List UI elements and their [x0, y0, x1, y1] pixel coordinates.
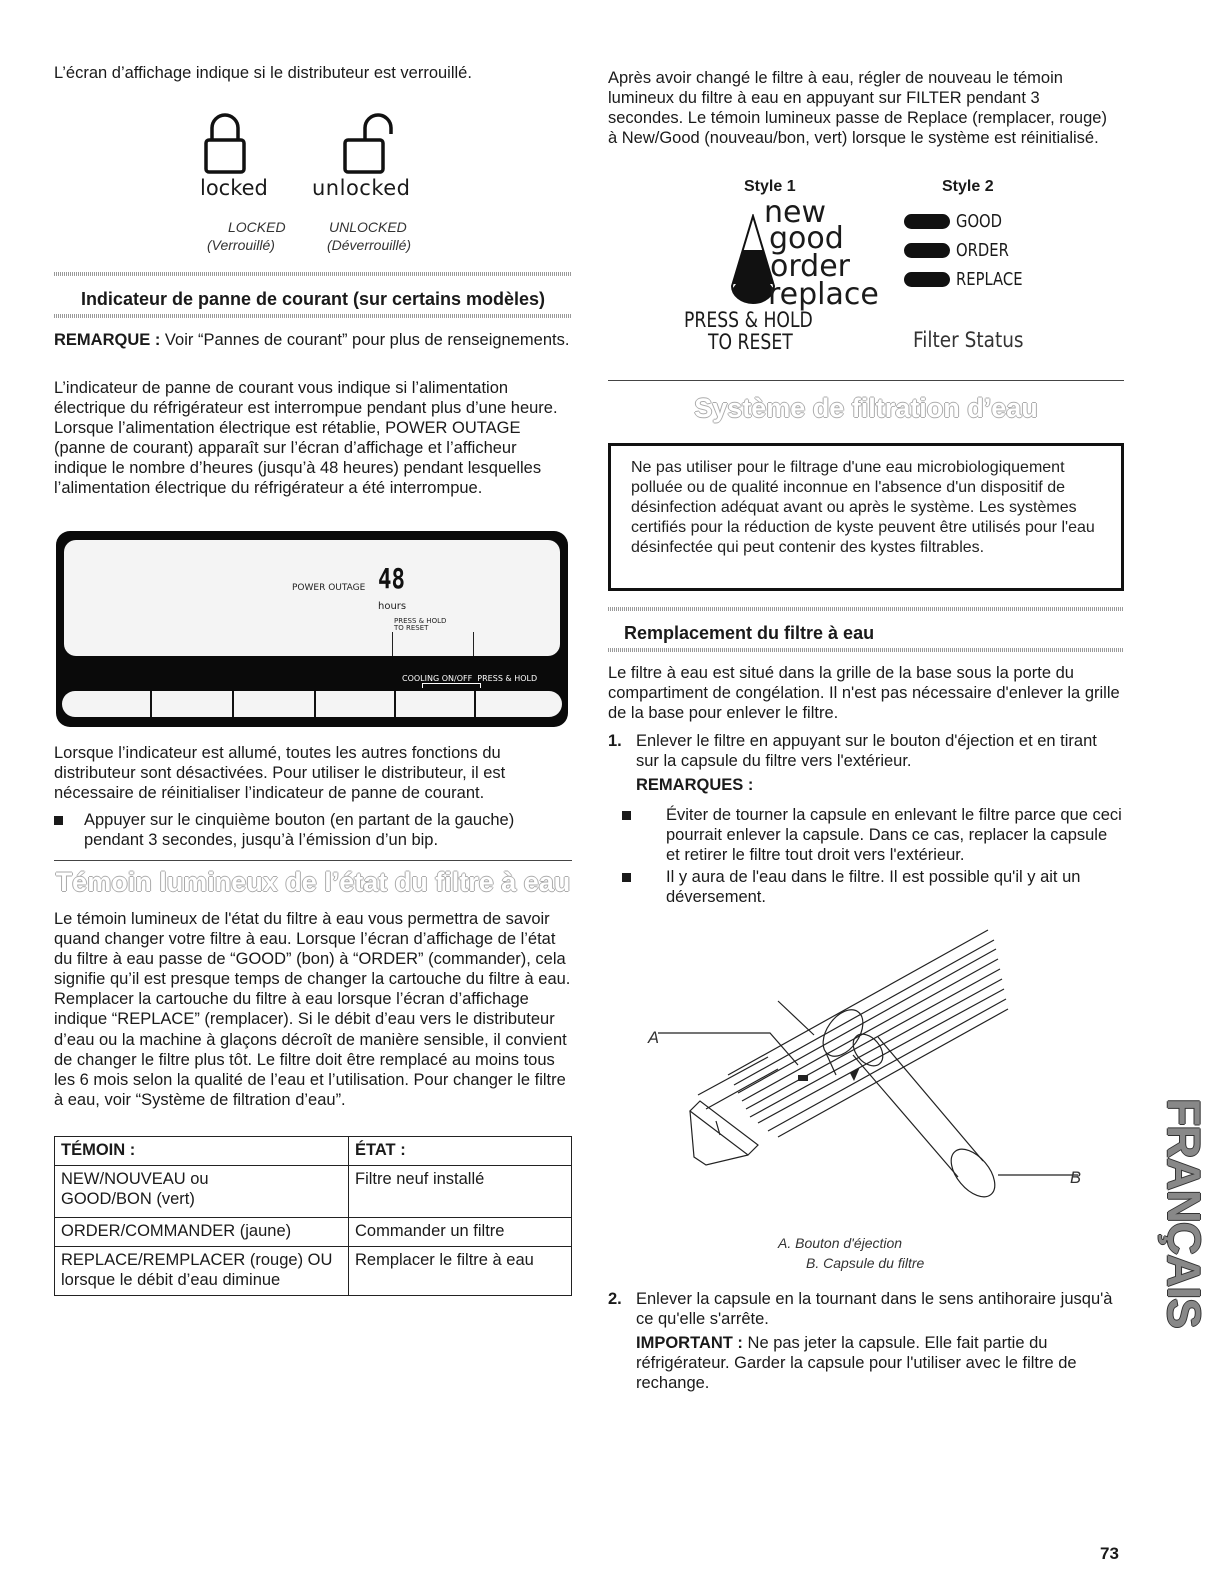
- style1-replace: replace: [768, 277, 879, 312]
- style1-to-reset: TO RESET: [708, 330, 793, 354]
- display-to-reset: TO RESET: [394, 624, 429, 632]
- filter-status-caption: Filter Status: [913, 328, 1024, 352]
- locked-caption-fr: (Verrouillé): [207, 237, 275, 253]
- style2-order: ORDER: [956, 240, 1009, 261]
- language-tab-text: FRANÇAIS: [1158, 1098, 1210, 1328]
- table-cell: NEW/NOUVEAU ou GOOD/BON (vert): [55, 1166, 349, 1218]
- notes-label: REMARQUES :: [636, 776, 754, 794]
- tick: [473, 632, 474, 656]
- warning-box: [608, 443, 1124, 591]
- tick: [422, 683, 480, 684]
- page-number: 73: [1100, 1544, 1119, 1563]
- note-label: REMARQUE :: [54, 331, 161, 349]
- filtration-heading: Système de filtration d’eau: [694, 393, 1038, 423]
- button-divider: [474, 691, 476, 717]
- hours-digits: 48: [378, 562, 405, 595]
- figure-label-a: A: [648, 1029, 660, 1047]
- unlocked-caption: UNLOCKED: [329, 219, 407, 235]
- caption-a: A. Bouton d'éjection: [778, 1235, 903, 1251]
- style2-good: GOOD: [956, 211, 1003, 232]
- tick: [392, 632, 393, 656]
- power-after: Lorsque l’indicateur est allumé, toutes les autres fonctions du distributeur sont désactivées. Pour utiliser le distributeur, il est nécessaire de réinitialiser l’indicateur de panne de courant.: [54, 744, 506, 802]
- divider: [608, 380, 1124, 381]
- divider: [608, 648, 1124, 652]
- power-note: [54, 330, 572, 350]
- language-side-tab: [1153, 1080, 1213, 1342]
- divider: [54, 314, 572, 318]
- step1-number: 1.: [608, 732, 622, 750]
- note-bullet-1: [622, 805, 1124, 865]
- bullet-icon: [622, 873, 631, 882]
- table-cell: ORDER/COMMANDER (jaune): [55, 1218, 349, 1247]
- table-cell: Filtre neuf installé: [349, 1166, 572, 1218]
- table-cell: REPLACE/REMPLACER (rouge) OU lorsque le débit d’eau diminue: [55, 1247, 349, 1296]
- filter-status-body: Le témoin lumineux de l'état du filtre à eau vous permettra de savoir quand changer votre filtre à eau. Lorsque l’écran d’affichage de l’état du filtre à eau passe de “GOOD” (bon) à “ORDER” (commander), cela signifie qu’il est presque temps de changer la cartouche du filtre à eau. Remplacer la cartouche du filtre à eau lorsque l’écran d’affichage indique “REPLACE” (remplacer). Si le débit d’eau vers le distributeur d’eau ou la machine à glaçons décroît de manière sensible, il convient de changer le filtre plus tôt. Le filtre doit être remplacé au moins tous les 6 mois selon la qualité de l’eau et l’utilisation. Pour changer le filtre à eau, voir “Système de filtration d’eau”.: [54, 910, 571, 1109]
- bullet-icon: [54, 816, 63, 825]
- locked-caption: LOCKED: [228, 219, 286, 235]
- table-row: [55, 1247, 572, 1296]
- style1-label: Style 1: [744, 178, 796, 195]
- power-bullet: [54, 810, 572, 850]
- style2-replace: REPLACE: [956, 269, 1023, 290]
- unlocked-label: unlocked: [312, 176, 411, 200]
- order-indicator-icon: [904, 243, 950, 258]
- divider: [54, 272, 572, 276]
- button-divider: [232, 691, 234, 717]
- replacement-heading: Remplacement du filtre à eau: [624, 623, 875, 643]
- style1-good: good: [769, 221, 844, 256]
- button-divider: [150, 691, 152, 717]
- lock-intro: L’écran d’affichage indique si le distributeur est verrouillé.: [54, 64, 472, 82]
- tick: [480, 683, 481, 688]
- important-label: IMPORTANT :: [636, 1334, 743, 1352]
- cooling-label: COOLING ON/OFF PRESS & HOLD: [402, 674, 538, 683]
- reset-text: Après avoir changé le filtre à eau, régler de nouveau le témoin lumineux du filtre à eau en appuyant sur FILTER pendant 3 secondes. Le témoin lumineux passe de Replace (remplacer, rouge) à New/Good (nouveau/bon, vert) lorsque le système est réinitialisé.: [608, 69, 1107, 147]
- display-screen: [64, 540, 560, 656]
- filter-removal-illustration: [638, 925, 1108, 1230]
- table-row: [55, 1166, 572, 1218]
- replacement-intro: Le filtre à eau est situé dans la grille de la base sous la porte du compartiment de congélation. Il n'est pas nécessaire d'enlever la grille de la base pour enlever le filtre.: [608, 664, 1120, 722]
- locked-label: locked: [200, 176, 268, 200]
- table-header: [55, 1137, 572, 1166]
- replace-indicator-icon: [904, 272, 950, 287]
- power-body: L’indicateur de panne de courant vous indique si l’alimentation électrique du réfrigérateur est interrompue pendant plus d’une heure. Lorsque l’alimentation électrique est rétablie, POWER OUTAGE (panne de courant) apparaît sur l’écran d’affichage et l’afficheur indique le nombre d’heures (jusqu’à 48 heures) pendant lesquelles l’alimentation électrique du réfrigérateur a été interrompue.: [54, 379, 558, 497]
- note-bullet-text: Il y aura de l'eau dans le filtre. Il est possible qu'il y ait un déversement.: [666, 868, 1081, 906]
- figure-label-b: B: [1070, 1169, 1082, 1187]
- filter-status-table: [54, 1136, 572, 1296]
- unlocked-caption-fr: (Déverrouillé): [327, 237, 412, 253]
- tick: [422, 683, 423, 688]
- bullet-icon: [622, 811, 631, 820]
- hours-text: hours: [378, 601, 407, 612]
- display-press-hold: PRESS & HOLD: [394, 617, 447, 625]
- table-cell: Commander un filtre: [349, 1218, 572, 1247]
- button-strip: [62, 691, 562, 717]
- note-bullet-text: Éviter de tourner la capsule en enlevant le filtre parce que ceci pourrait enlever la capsule. Dans ce cas, replacer la capsule et retirer le filtre tout droit vers l'extérieur.: [666, 806, 1122, 864]
- style2-label: Style 2: [942, 178, 994, 195]
- step2-number: 2.: [608, 1290, 622, 1308]
- divider: [54, 860, 572, 861]
- warning-text: Ne pas utiliser pour le filtrage d'une eau microbiologiquement polluée ou de qualité inconnue en l'absence d'un dispositif de désinfection adéquat avant ou après le système. Les systèmes certifiés pour la réduction de kyste peuvent être utilisés pour l'eau désinfectée qui peut contenir des kystes filtrables.: [631, 459, 1095, 556]
- style1-order: order: [770, 249, 850, 284]
- caption-b: B. Capsule du filtre: [806, 1255, 925, 1271]
- style1-new: new: [764, 195, 827, 230]
- style1-press-hold: PRESS & HOLD: [684, 308, 813, 332]
- note-text: Voir “Pannes de courant” pour plus de renseignements.: [160, 331, 570, 349]
- table-header-cell: ÉTAT :: [349, 1137, 572, 1166]
- unlocked-icon: [339, 112, 395, 176]
- power-bullet-text: Appuyer sur le cinquième bouton (en partant de la gauche) pendant 3 secondes, jusqu’à l’émission d’un bip.: [84, 811, 515, 849]
- dispenser-display: [56, 531, 568, 727]
- step1-text: Enlever le filtre en appuyant sur le bouton d'éjection et en tirant sur la capsule du filtre vers l'extérieur.: [636, 732, 1097, 770]
- button-divider: [314, 691, 316, 717]
- table-header-cell: TÉMOIN :: [55, 1137, 349, 1166]
- power-outage-heading: Indicateur de panne de courant (sur certains modèles): [80, 289, 546, 309]
- important-text: Ne pas jeter la capsule. Elle fait partie du réfrigérateur. Garder la capsule pour l'utiliser avec le filtre de rechange.: [636, 1334, 1077, 1392]
- table-cell: Remplacer le filtre à eau: [349, 1247, 572, 1296]
- note-bullet-2: [622, 867, 1124, 907]
- table-row: [55, 1218, 572, 1247]
- power-outage-text: POWER OUTAGE: [292, 583, 366, 593]
- filter-status-heading: Témoin lumineux de l’état du filtre à eau: [55, 867, 571, 897]
- step2-text: Enlever la capsule en la tournant dans le sens antihoraire jusqu'à ce qu'elle s'arrête.: [636, 1290, 1113, 1328]
- good-indicator-icon: [904, 214, 950, 229]
- locked-icon: [200, 112, 250, 176]
- divider: [608, 607, 1124, 611]
- important-note: [636, 1333, 1124, 1393]
- button-divider: [394, 691, 396, 717]
